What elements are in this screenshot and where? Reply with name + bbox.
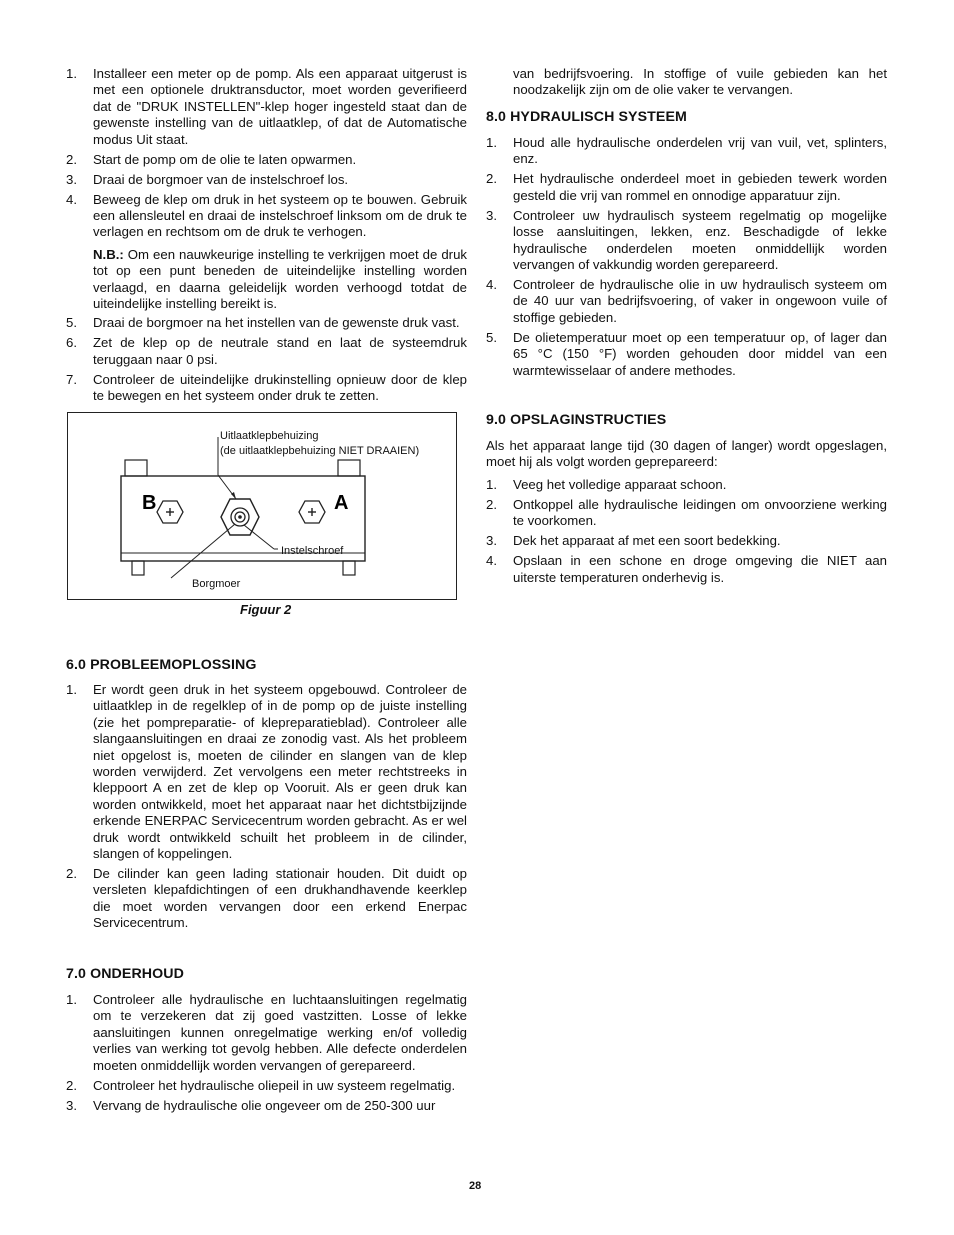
list-item-text: Controleer het hydraulische oliepeil in uw systeem regelmatig.: [93, 1077, 456, 1093]
list-item: [486, 497, 887, 530]
steps-list-2: [66, 315, 467, 404]
section-6-list: [66, 682, 467, 932]
list-item-number: 3.: [486, 533, 497, 549]
list-item-number: 4.: [486, 553, 497, 569]
section-7-title: 7.0 ONDERHOUD: [66, 966, 184, 982]
list-item-number: 1.: [66, 66, 77, 81]
section-9-body: [486, 438, 887, 590]
list-item-text: Controleer de uiteindelijke drukinstelling opnieuw door de klep te bewegen en het systeem onder druk te zetten.: [93, 371, 467, 404]
list-item-number: 2.: [486, 496, 497, 512]
list-item-text: Houd alle hydraulische onderdelen vrij van vuil, vet, splinters, enz.: [513, 135, 887, 167]
section-6-title: 6.0 PROBLEEMOPLOSSING: [66, 657, 257, 673]
list-item: [486, 208, 887, 274]
list-item: [66, 66, 467, 148]
list-item: [66, 1098, 467, 1114]
list-item: [486, 477, 887, 493]
list-item-text: Ontkoppel alle hydraulische leidingen om onvoorziene werking te voorkomen.: [513, 496, 887, 529]
list-item-text: Beweeg de klep om druk in het systeem op te bouwen. Gebruik een allensleutel en draai de instelschroef linksom om de druk te verlagen en rechtsom om de druk te verhogen.: [93, 191, 467, 240]
list-item: [486, 135, 887, 168]
list-item-text: Controleer de hydraulische olie in uw hydraulisch systeem om de 40 uur van bedrijfsvoering, of vaker in ongewoon vuile of stoffige gebieden.: [513, 277, 887, 325]
list-item-number: 1.: [66, 992, 77, 1007]
list-item-text: Draai de borgmoer na het instellen van de gewenste druk vast.: [93, 315, 460, 331]
note: [66, 247, 467, 313]
locknut-label: Borgmoer: [192, 578, 241, 590]
list-item-number: 5.: [486, 329, 497, 345]
list-item: [486, 330, 887, 379]
figure-2-box: [67, 412, 457, 600]
pressure-setting-steps: [66, 66, 467, 408]
list-item-number: 4.: [486, 277, 497, 293]
list-item: [486, 553, 887, 586]
list-item-text: Het hydraulische onderdeel moet in gebieden tewerk worden gesteld die vrij van rommel en onnodige apparatuur zijn.: [513, 171, 887, 203]
section-7-list: [66, 992, 467, 1114]
note-text: Om een nauwkeurige instelling te verkrijgen moet de druk tot op een punt beneden de uiteindelijke instelling worden verlaagd, en daarna geleidelijk worden verhoogd totdat de uiteindelijke instelling bereikt is.: [93, 246, 467, 312]
list-item: [486, 171, 887, 204]
list-item-text: Start de pomp om de olie te laten opwarmen.: [93, 151, 357, 167]
continued-text: van bedrijfsvoering. In stoffige of vuile gebieden kan het noodzakelijk zijn om de olie vaker te vervangen.: [513, 66, 887, 98]
list-item-text: De cilinder kan geen lading stationair houden. Dit duidt op versleten klepafdichtingen of een drukhandhavende keerklep die moet worden vervangen door een erkend Enerpac Servicecentrum.: [93, 866, 467, 931]
top-tab-right: [338, 460, 360, 476]
list-item: [486, 277, 887, 326]
list-item-text: Opslaan in een schone en droge omgeving die NIET aan uiterste temperaturen onderhevig is.: [513, 553, 887, 585]
adjusting-screw-label: Instelschroef: [281, 545, 344, 557]
section-9-title: 9.0 OPSLAGINSTRUCTIES: [486, 412, 667, 428]
list-item: [66, 866, 467, 932]
list-item: [66, 372, 467, 405]
list-item-number: 3.: [486, 207, 497, 223]
list-item-number: 3.: [66, 1097, 77, 1113]
list-item-text: Er wordt geen druk in het systeem opgebouwd. Controleer de uitlaatklep in de regelklep of in de pomp op de juiste instelling (zie het pompreparatie- of klepreparatieblad). Controleer alle slangaansluitingen en draai ze zonodig vast. Als het probleem niet opgelost is, moeten de cilinder en slangen van de klep worden verwijderd. Zet vervolgens een meter rechtstreeks in kleppoort A en zet de klep op Vooruit. Als er geen druk kan worden ontwikkeld, moet het apparaat naar het dichtstbijzijnde erkende ENERPAC Servicecentrum worden gebracht. As er wel druk wordt ontwikkeld schuilt het probleem in de cilinder, slangen of koppelingen.: [93, 682, 467, 862]
list-item-number: 1.: [66, 682, 77, 697]
list-item-number: 3.: [66, 171, 77, 187]
list-item-number: 1.: [486, 135, 497, 150]
foot-right: [343, 561, 355, 575]
list-item-number: 6.: [66, 335, 77, 351]
list-item-text: Controleer alle hydraulische en luchtaansluitingen regelmatig om te verzekeren dat zij goed vastzitten. Losse of lekke aansluitingen kunnen onregelmatige werking en/of volledig verlies van werking tot gevolg hebben. Alle defecte onderdelen moeten onmiddellijk worden vervangen of gerepareerd.: [93, 992, 467, 1073]
list-item-text: Zet de klep op de neutrale stand en laat de systeemdruk teruggaan naar 0 psi.: [93, 335, 467, 367]
housing-label-1: Uitlaatklepbehuizing: [220, 430, 319, 442]
section-6-body: [66, 682, 467, 935]
list-item-number: 7.: [66, 371, 77, 387]
list-item: [66, 192, 467, 241]
port-b-label: B: [142, 492, 157, 514]
list-item-text: Vervang de hydraulische olie ongeveer om de 250-300 uur: [93, 1097, 436, 1113]
port-a-label: A: [334, 492, 349, 514]
adjusting-screw-center: [238, 515, 242, 519]
figure-caption: Figuur 2: [240, 602, 292, 617]
screw-leader: [244, 525, 274, 549]
list-item: [66, 335, 467, 368]
section-8-list: [486, 135, 887, 379]
list-item: [66, 152, 467, 168]
list-item-number: 4.: [66, 191, 77, 207]
section-8-title: 8.0 HYDRAULISCH SYSTEEM: [486, 109, 687, 125]
valve-diagram: [68, 413, 456, 599]
list-item-number: 1.: [486, 476, 497, 492]
housing-label-2: (de uitlaatklepbehuizing NIET DRAAIEN): [220, 445, 420, 457]
list-item: [66, 1078, 467, 1094]
list-item-number: 2.: [66, 1077, 77, 1093]
list-item-number: 2.: [66, 866, 77, 882]
list-item: [66, 992, 467, 1074]
page-number: 28: [469, 1180, 482, 1192]
list-item-text: Veeg het volledige apparaat schoon.: [513, 476, 727, 492]
list-item: [486, 533, 887, 549]
list-item: [66, 682, 467, 862]
foot-left: [132, 561, 144, 575]
list-item-text: Draai de borgmoer van de instelschroef los.: [93, 171, 349, 187]
section-8-body: [486, 135, 887, 383]
section-9-list: [486, 477, 887, 586]
top-tab-left: [125, 460, 147, 476]
locknut-leader: [171, 524, 235, 578]
list-item: [66, 315, 467, 331]
list-item-text: Installeer een meter op de pomp. Als een apparaat uitgerust is met een optionele druktransductor, moet worden geverifieerd dat de "DRUK INSTELLEN"-klep hoger ingesteld staat dan de gewenste instelling van de uitlaatklep, of dat de Automatische modus Uit staat.: [93, 66, 467, 147]
note-label: N.B.:: [93, 246, 124, 262]
list-item-number: 2.: [486, 171, 497, 187]
list-item-number: 5.: [66, 315, 77, 331]
steps-list-1: [66, 66, 467, 241]
list-item-text: Dek het apparaat af met een soort bedekking.: [513, 533, 781, 549]
list-item-number: 2.: [66, 151, 77, 167]
list-item: [66, 172, 467, 188]
list-item-text: De olietemperatuur moet op een temperatuur op, of lager dan 65 °C (150 °F) worden gehouden door middel van een warmtewisselaar of andere methodes.: [513, 329, 887, 378]
section-7-body: [66, 992, 467, 1118]
list-item-text: Controleer uw hydraulisch systeem regelmatig op mogelijke losse aansluitingen, lekken, enz. Beschadigde of lekke hydraulische onderdelen moeten onmiddellijk worden vervangen of vakkundig worden gerepareerd.: [513, 207, 887, 273]
section-9-intro: Als het apparaat lange tijd (30 dagen of langer) wordt opgeslagen, moet hij als volgt worden geprepareerd:: [486, 438, 887, 470]
